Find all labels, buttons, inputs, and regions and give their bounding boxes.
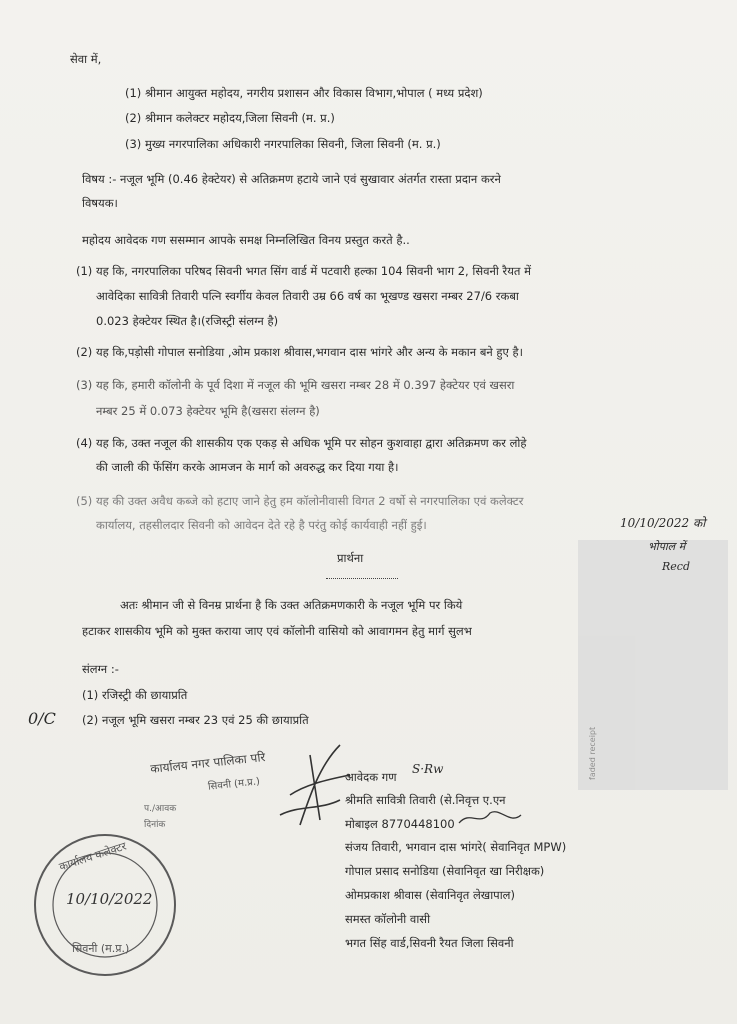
point-4-line-2: की जाली की फेंसिंग करके आमजन के मार्ग को अवरुद्ध कर दिया गया है। — [96, 460, 399, 474]
point-4-line-1: (4) यह कि, उक्त नजूल की शासकीय एक एकड़ से अधिक भूमि पर सोहन कुशवाहा द्वारा अतिक्रमण कर लोहे — [76, 436, 527, 450]
office-stamp-line-1: कार्यालय नगर पालिका परि — [149, 749, 267, 777]
subject-line-2: विषयक। — [82, 196, 118, 210]
point-3-line-1: (3) यह कि, हमारी कॉलोनी के पूर्व दिशा में नजूल की भूमि खसरा नम्बर 28 में 0.397 हेक्टेयर एवं खसरा — [76, 378, 515, 392]
mobile-signature — [455, 805, 525, 830]
prarthana-title: प्रार्थना — [337, 551, 364, 565]
point-3-line-2: नम्बर 25 में 0.073 हेक्टेयर भूमि है(खसरा संलग्न है) — [96, 404, 320, 418]
margin-mark: 0/C — [28, 709, 56, 728]
handwritten-recd-note: Recd — [662, 560, 690, 573]
point-5-line-1: (5) यह की उक्त अवैध कब्जे को हटाए जाने हेतु हम कॉलोनीवासी विगत 2 वर्षो से नगरपालिका एवं कलेक्टर — [76, 494, 524, 508]
seal-bottom-text: सिवनी (म.प्र.) — [72, 942, 130, 955]
point-1-line-1: (1) यह कि, नगरपालिका परिषद सिवनी भगत सिंग वार्ड में पटवारी हल्का 104 सिवनी भाग 2, सिवनी रैयत में — [76, 264, 531, 278]
point-1-line-2: आवेदिका सावित्री तिवारी पत्नि स्वर्गीय केवल तिवारी उम्र 66 वर्ष का भूखण्ड खसरा नम्बर 27/6 रकबा — [96, 289, 519, 303]
enclosure-1: (1) रजिस्ट्री की छायाप्रति — [82, 688, 188, 702]
office-stamp-line-3: प./आवक — [144, 804, 177, 814]
applicant-5: समस्त कॉलोनी वासी — [345, 912, 431, 926]
scanned-receipt-patch: faded receipt — [578, 540, 728, 790]
recipient-2: (2) श्रीमान कलेक्टर महोदय,जिला सिवनी (म. प्र.) — [125, 111, 335, 125]
subject-line-1: विषय :- नजूल भूमि (0.46 हेक्टेयर) से अतिक्रमण हटाये जाने एवं सुखावार अंतर्गत रास्ता प्रदान करने — [82, 172, 501, 186]
point-1-line-3: 0.023 हेक्टेयर स्थित है।(रजिस्ट्री संलग्न है) — [96, 314, 279, 328]
applicant-1: श्रीमति सावित्री तिवारी (से.निवृत्त ए.एन — [345, 793, 506, 807]
point-5-line-2: कार्यालय, तहसीलदार सिवनी को आवेदन देते रहे है परंतु कोई कार्यवाही नहीं हुई। — [96, 518, 427, 532]
greeting: महोदय आवेदक गण ससम्मान आपके समक्ष निम्नलिखित विनय प्रस्तुत करते है.. — [82, 233, 410, 247]
seal-date: 10/10/2022 — [66, 890, 153, 908]
prarthana-line-2: हटाकर शासकीय भूमि को मुक्त कराया जाए एवं कॉलोनी वासियो को आवागमन हेतु मार्ग सुलभ — [82, 624, 472, 638]
handwritten-date-note: 10/10/2022 को — [620, 516, 706, 530]
title-underline — [326, 578, 398, 579]
office-stamp-line-2: सिवनी (म.प्र.) — [207, 776, 261, 793]
collector-round-seal — [30, 830, 180, 980]
salutation: सेवा में, — [70, 52, 102, 66]
seal-top-text: कार्यालय कलेक्टर — [57, 839, 128, 874]
applicant-3: गोपाल प्रसाद सनोडिया (सेवानिवृत खा निरीक्षक) — [345, 864, 545, 878]
office-stamp-line-4: दिनांक — [144, 820, 166, 830]
applicant-4: ओमप्रकाश श्रीवास (सेवानिवृत लेखापाल) — [345, 888, 515, 902]
applicant-mobile: मोबाइल 8770448100 — [345, 817, 455, 831]
applicants-label: आवेदक गण — [345, 770, 397, 784]
applicant-2: संजय तिवारी, भगवान दास भांगरे( सेवानिवृत MPW) — [345, 840, 567, 854]
recipient-3: (3) मुख्य नगरपालिका अधिकारी नगरपालिका सिवनी, जिला सिवनी (म. प्र.) — [125, 137, 441, 151]
applicant-signature-mark: S·Rw — [412, 762, 444, 776]
handwritten-location-note: भोपाल में — [648, 540, 686, 553]
recipient-1: (1) श्रीमान आयुक्त महोदय, नगरीय प्रशासन और विकास विभाग,भोपाल ( मध्य प्रदेश) — [125, 86, 483, 100]
point-2-line-1: (2) यह कि,पड़ोसी गोपाल सनोडिया ,ओम प्रकाश श्रीवास,भगवान दास भांगरे और अन्य के मकान बने हुए है। — [76, 345, 524, 359]
prarthana-line-1: अतः श्रीमान जी से विनम्र प्रार्थना है कि उक्त अतिक्रमणकारी के नजूल भूमि पर किये — [120, 598, 463, 612]
applicant-6: भगत सिंह वार्ड,सिवनी रैयत जिला सिवनी — [345, 936, 514, 950]
enclosures-label: संलग्न :- — [82, 662, 119, 676]
enclosure-2: (2) नजूल भूमि खसरा नम्बर 23 एवं 25 की छायाप्रति — [82, 713, 309, 727]
